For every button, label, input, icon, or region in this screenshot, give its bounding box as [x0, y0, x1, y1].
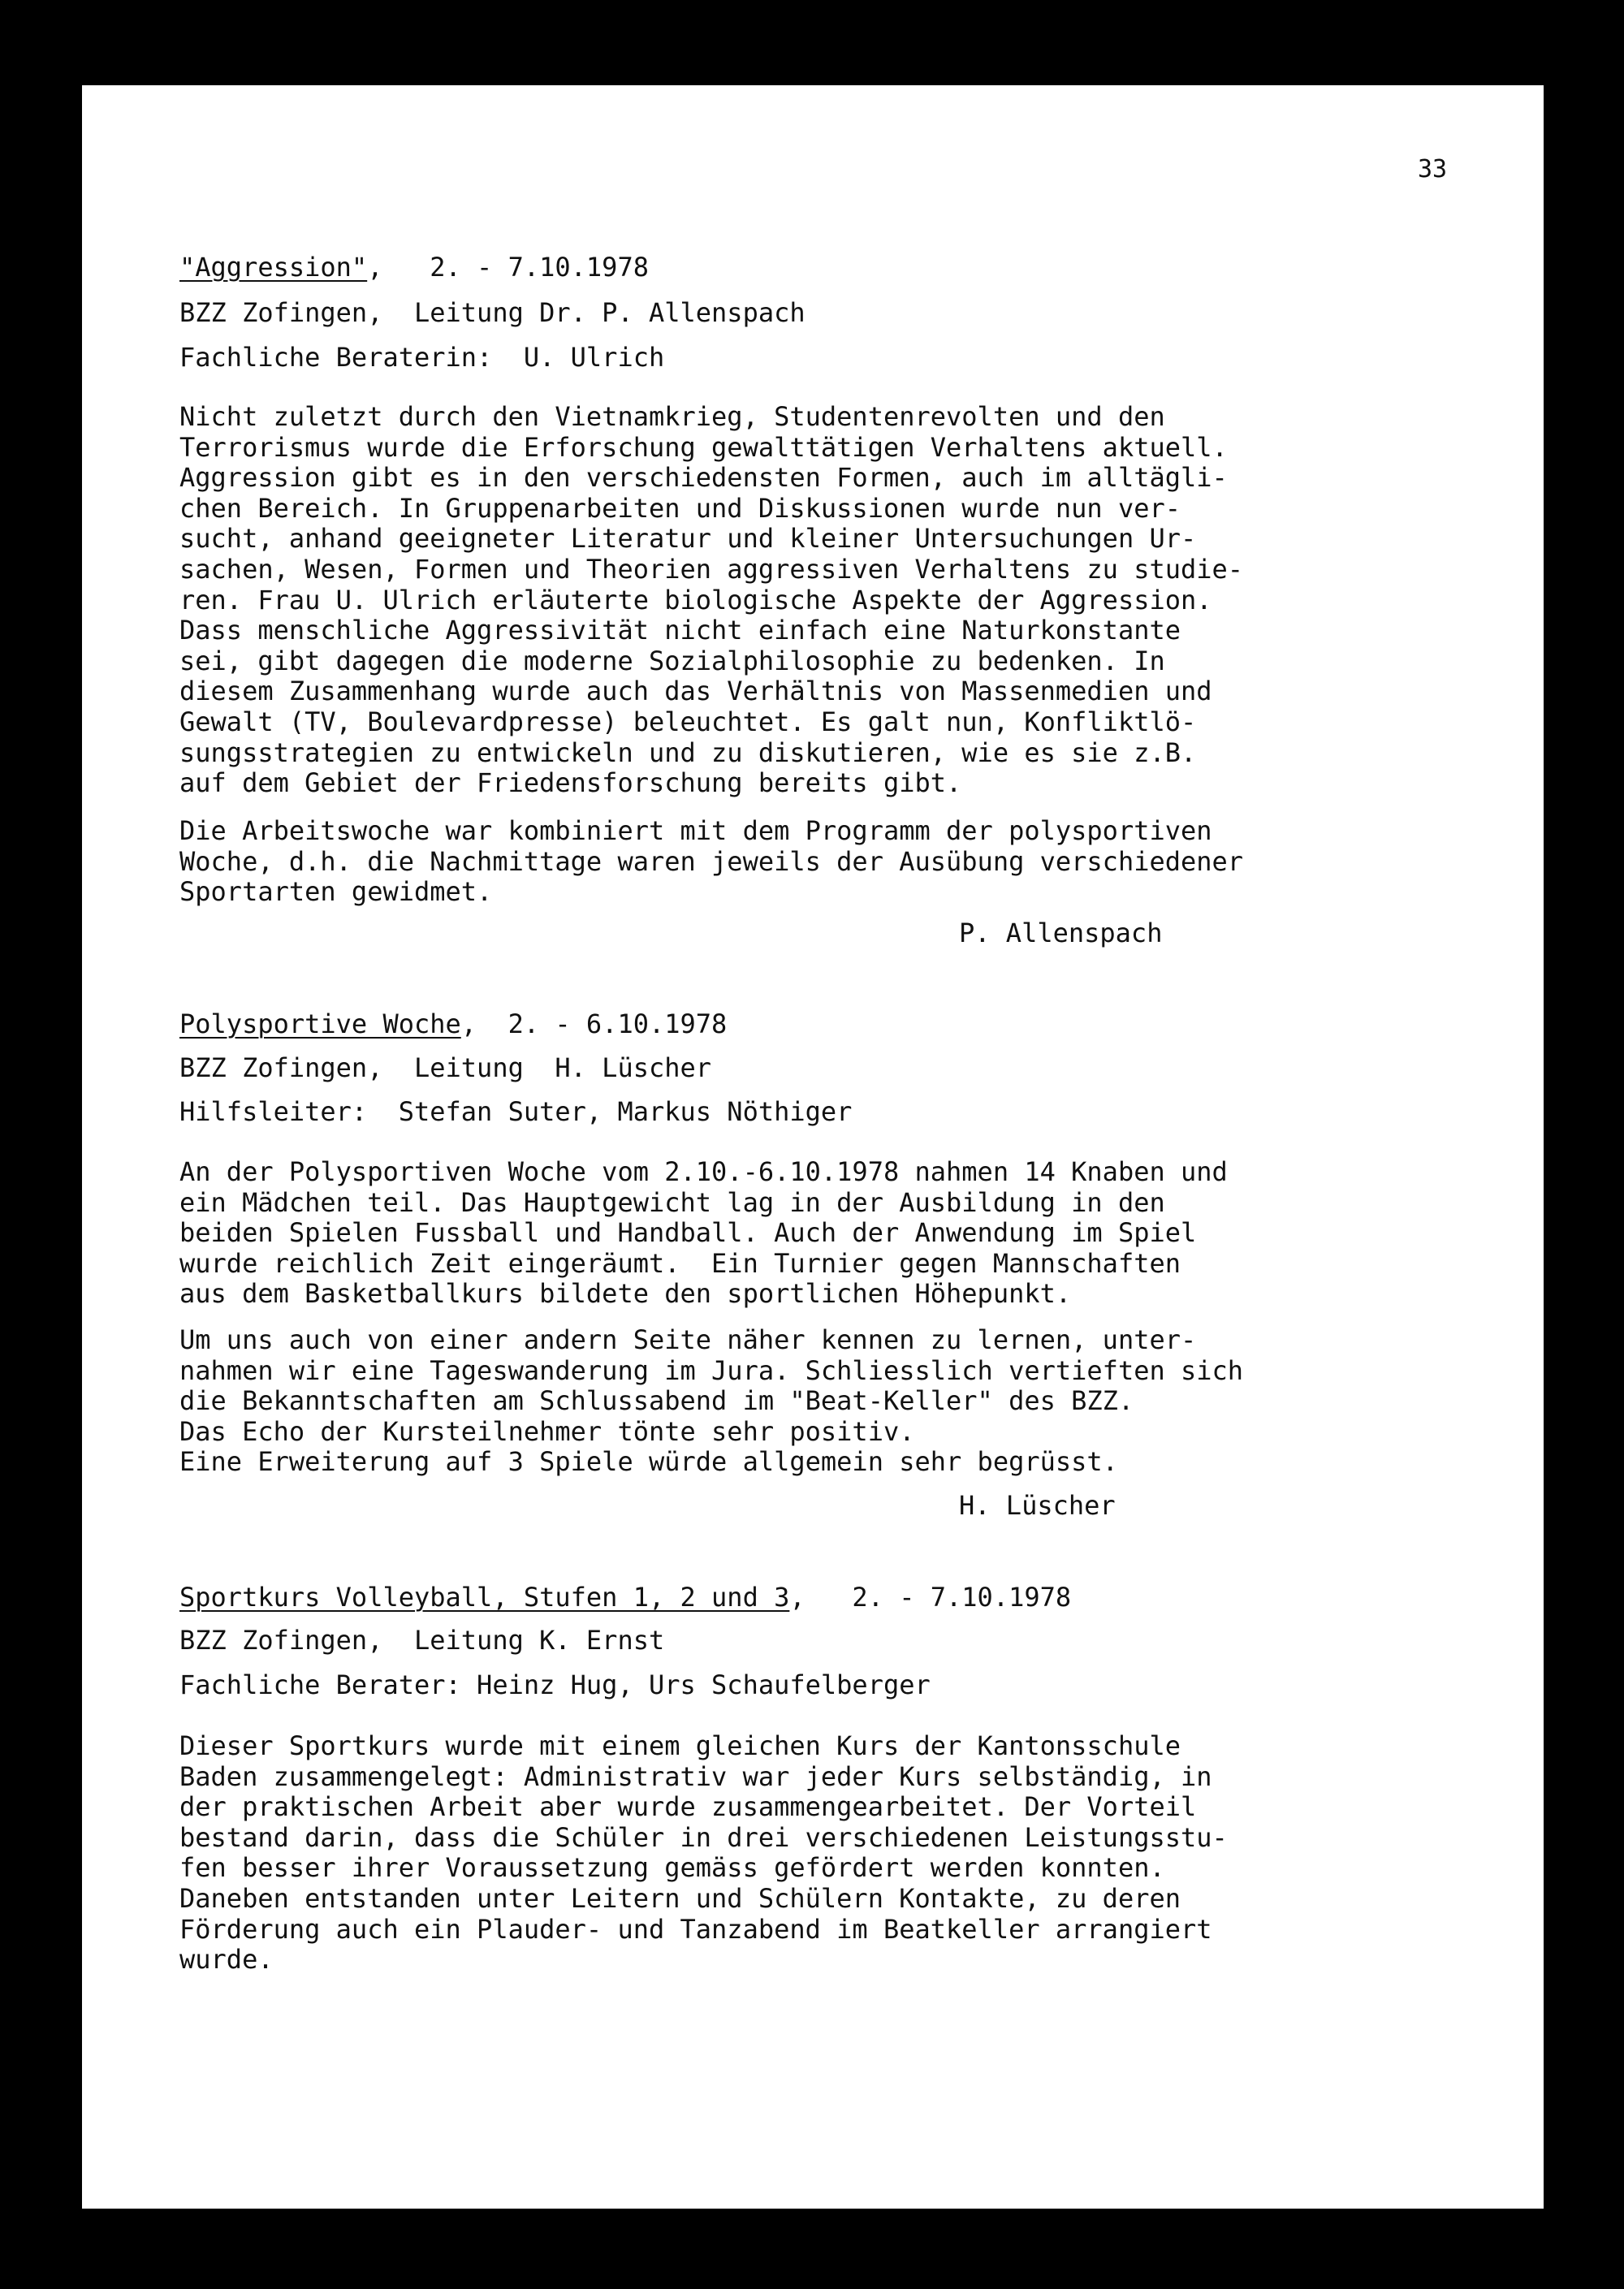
section-paragraph: An der Polysportiven Woche vom 2.10.-6.10.1978 nahmen 14 Knaben und ein Mädchen teil. Das Hauptgewicht lag in der Ausbildung in den beiden Spielen Fussball und Handball. Auch der Anwendung im Spiel wurde reichlich Zeit eingeräumt. Ein Turnier gegen Mannschaften aus dem Basketballkurs bildete den sportlichen Höhepunkt.: [179, 1156, 1228, 1310]
document-page: [82, 85, 1544, 2209]
section-title-text: "Aggression": [179, 252, 368, 283]
signature: H. Lüscher: [959, 1490, 1116, 1521]
section-title-polysportive: [179, 1008, 728, 1039]
section-advisors: Fachliche Berater: Heinz Hug, Urs Schaufelberger: [179, 1669, 931, 1700]
section-date: , 2. - 7.10.1978: [367, 252, 649, 283]
section-paragraph: Die Arbeitswoche war kombiniert mit dem Programm der polysportiven Woche, d.h. die Nachmittage waren jeweils der Ausübung verschiedener Sportarten gewidmet.: [179, 815, 1244, 908]
signature: P. Allenspach: [959, 918, 1163, 948]
section-paragraph: Nicht zuletzt durch den Vietnamkrieg, Studentenrevolten und den Terrorismus wurde die Erforschung gewalttätigen Verhaltens aktuell. Aggression gibt es in den verschiedensten Formen, auch im alltägli- chen Bereich. In Gruppenarbeiten und Diskussionen wurde nun ver- sucht, anhand geeigneter Literatur und kleiner Untersuchungen Ur- sachen, Wesen, Formen und Theorien aggressiven Verhaltens zu studie- ren. Frau U. Ulrich erläuterte biologische Aspekte der Aggression. Dass menschliche Aggressivität nicht einfach eine Naturkonstante sei, gibt dagegen die moderne Sozialphilosophie zu bedenken. In diesem Zusammenhang wurde auch das Verhältnis von Massenmedien und Gewalt (TV, Boulevardpresse) beleuchtet. Es galt nun, Konfliktlö- sungsstrategien zu entwickeln und zu diskutieren, wie es sie z.B. auf dem Gebiet der Friedensforschung bereits gibt.: [179, 401, 1244, 799]
section-date: , 2. - 6.10.1978: [460, 1008, 728, 1039]
section-paragraph: Um uns auch von einer andern Seite näher kennen zu lernen, unter- nahmen wir eine Tageswanderung im Jura. Schliesslich vertieften sich die Bekanntschaften am Schlussabend im "Beat-Keller" des BZZ. Das Echo der Kursteilnehmer tönte sehr positiv. Eine Erweiterung auf 3 Spiele würde allgemein sehr begrüsst.: [179, 1324, 1244, 1478]
section-paragraph: Dieser Sportkurs wurde mit einem gleichen Kurs der Kantonsschule Baden zusammengelegt: Administrativ war jeder Kurs selbständig, in der praktischen Arbeit aber wurde zusammengearbeitet. Der Vorteil bestand darin, dass die Schüler in drei verschiedenen Leistungsstu- fen besser ihrer Voraussetzung gemäss gefördert werden konnten. Daneben entstanden unter Leitern und Schülern Kontakte, zu deren Förderung auch ein Plauder- und Tanzabend im Beatkeller arrangiert wurde.: [179, 1730, 1228, 1976]
section-assistants: Hilfsleiter: Stefan Suter, Markus Nöthiger: [179, 1096, 853, 1127]
section-title-text: Polysportive Woche: [179, 1008, 461, 1039]
section-title-volleyball: [179, 1582, 1072, 1613]
section-venue-leader: BZZ Zofingen, Leitung Dr. P. Allenspach: [179, 297, 806, 328]
section-advisor: Fachliche Beraterin: U. Ulrich: [179, 342, 665, 373]
section-title-aggression: [179, 252, 649, 283]
page-number: 33: [1418, 155, 1448, 184]
section-venue-leader: BZZ Zofingen, Leitung H. Lüscher: [179, 1052, 712, 1083]
section-title-text: Sportkurs Volleyball, Stufen 1, 2 und 3: [179, 1582, 790, 1613]
section-venue-leader: BZZ Zofingen, Leitung K. Ernst: [179, 1625, 665, 1656]
section-date: , 2. - 7.10.1978: [789, 1582, 1072, 1613]
